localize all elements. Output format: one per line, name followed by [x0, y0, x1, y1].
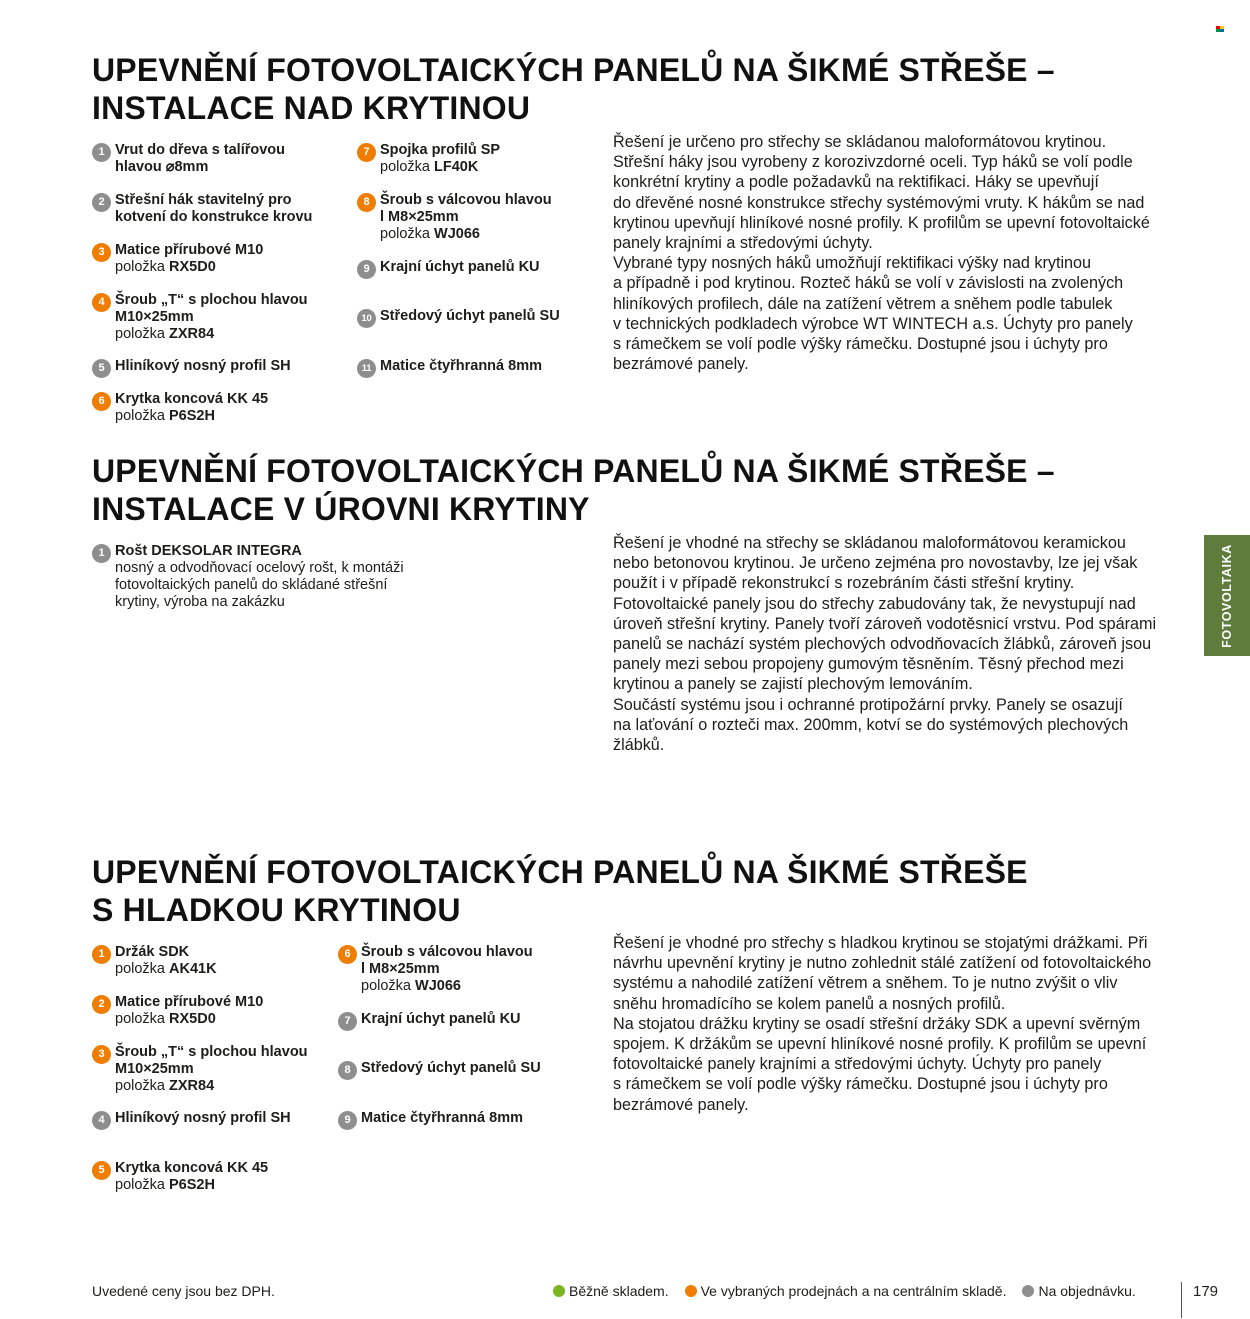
item-name: kotvení do konstrukce krovu: [115, 209, 313, 225]
description-line: Součástí systému jsou i ochranné protipožární prvky. Panely se osazují: [613, 695, 1123, 714]
item-code-prefix: položka: [380, 159, 435, 175]
item-name: Krajní úchyt panelů KU: [380, 259, 540, 275]
item-name: M10×25mm: [115, 1061, 194, 1077]
number-badge: 3: [92, 1045, 111, 1064]
number-badge: 2: [92, 193, 111, 212]
item-name: Matice čtyřhranná 8mm: [361, 1110, 523, 1126]
number-badge: 4: [92, 293, 111, 312]
page-footer: [0, 1283, 1250, 1303]
section-title: [92, 51, 1202, 127]
list-item: [357, 358, 607, 375]
description-line: Fotovoltaické panely jsou do střechy zabudovány tak, že nevystupují nad: [613, 594, 1136, 613]
item-code: RX5D0: [169, 259, 216, 275]
section-description: [613, 933, 1203, 1115]
availability-legend: [553, 1283, 1136, 1299]
section-title: [92, 853, 1202, 929]
description-line: úroveň střešní krytiny. Panely tvoří zároveň vodotěsnicí vrstvu. Pod spárami: [613, 614, 1157, 633]
item-code: ZXR84: [169, 326, 215, 342]
item-code-prefix: položka: [115, 259, 170, 275]
section-in-roofing: [92, 452, 1202, 528]
list-item: [338, 1110, 588, 1127]
description-line: sněhu hromadícího se kolem panelů a nosných profilů.: [613, 994, 1006, 1013]
item-name: Rošt DEKSOLAR INTEGRA: [115, 543, 302, 559]
item-code-prefix: položka: [115, 1078, 170, 1094]
description-line: s rámečkem se volí podle výšky rámečku. Dostupné jsou i úchyty pro: [613, 1075, 1108, 1094]
item-name: Držák SDK: [115, 944, 190, 960]
section-title-line: UPEVNĚNÍ FOTOVOLTAICKÝCH PANELŮ NA ŠIKMÉ STŘEŠE: [92, 854, 1028, 890]
item-code: ZXR84: [169, 1078, 215, 1094]
legend-entry: [685, 1283, 1007, 1299]
item-description: nosný a odvodňovací ocelový rošt, k montáži: [115, 560, 404, 576]
item-code: AK41K: [169, 961, 217, 977]
legend-entry: [553, 1283, 669, 1299]
number-badge: 6: [338, 945, 357, 964]
list-item: [92, 1044, 342, 1095]
number-badge: 8: [357, 193, 376, 212]
item-name: Matice přírubové M10: [115, 242, 264, 258]
description-line: návrhu upevnění krytiny je nutno zohlednit stálé zatížení od fotovoltaického: [613, 954, 1152, 973]
description-line: krytinou a panely se zajistí plechovým lemováním.: [613, 675, 973, 694]
number-badge: 7: [338, 1012, 357, 1031]
description-line: použít i v případě rekonstrukcí s rozebráním části střešní krytiny.: [613, 574, 1075, 593]
number-badge: 1: [92, 544, 111, 563]
description-line: panelů se nachází systém plechových odvodňovacích žlábků, zároveň jsou: [613, 635, 1152, 654]
item-name: Šroub s válcovou hlavou: [380, 192, 552, 208]
item-code: WJ066: [434, 226, 480, 242]
number-badge: 6: [92, 392, 111, 411]
item-name: Krajní úchyt panelů KU: [361, 1011, 521, 1027]
description-line: a případně i pod krytinou. Rozteč háků se volí v závislosti na zvolených: [613, 274, 1124, 293]
number-badge: 3: [92, 243, 111, 262]
item-name: Šroub „T“ s plochou hlavou: [115, 1044, 308, 1060]
legend-label: Běžně skladem.: [569, 1283, 669, 1299]
item-name: Matice čtyřhranná 8mm: [380, 358, 542, 374]
legend-label: Na objednávku.: [1038, 1283, 1136, 1299]
description-line: krytinou upevňují hliníkové nosné profily. K profilům se upevní fotovoltaické: [613, 213, 1150, 232]
description-line: Řešení je vhodné pro střechy s hladkou krytinou se stojatými drážkami. Při: [613, 934, 1148, 952]
description-line: žlábků.: [613, 736, 665, 755]
number-badge: 5: [92, 1161, 111, 1180]
section-title-line: INSTALACE NAD KRYTINOU: [92, 90, 531, 126]
page-number: 179: [1193, 1283, 1219, 1300]
item-code-prefix: položka: [115, 1177, 170, 1193]
list-item: [357, 192, 607, 243]
list-item: [92, 944, 342, 978]
item-code: P6S2H: [169, 408, 215, 424]
number-badge: 2: [92, 995, 111, 1014]
list-item: [357, 142, 607, 176]
logo-square-blue: [1220, 29, 1224, 32]
item-name: Matice přírubové M10: [115, 994, 264, 1010]
description-line: konkrétní krytiny a podle požadavků na rektifikaci. Háky se upevňují: [613, 173, 1099, 192]
item-code-prefix: položka: [115, 1011, 170, 1027]
description-line: spojem. K držákům se upevní hliníkové nosné profily. K profilům se upevní: [613, 1035, 1147, 1054]
item-name: Středový úchyt panelů SU: [380, 308, 560, 324]
item-name: Spojka profilů SP: [380, 142, 501, 158]
description-line: do dřevěné nosné konstrukce střechy systémovými vruty. K hákům se nad: [613, 193, 1145, 212]
section-description: [613, 132, 1203, 374]
item-code-prefix: položka: [115, 326, 170, 342]
item-name: l M8×25mm: [380, 209, 459, 225]
number-badge: 9: [357, 260, 376, 279]
number-badge: 5: [92, 359, 111, 378]
description-line: Řešení je vhodné na střechy se skládanou maloformátovou keramickou: [613, 534, 1126, 552]
description-line: v technických podkladech výrobce WT WINTECH a.s. Úchyty pro panely: [613, 314, 1133, 333]
item-code: RX5D0: [169, 1011, 216, 1027]
legend-entry: [1022, 1283, 1135, 1299]
number-badge: 11: [357, 359, 376, 378]
category-side-tab[interactable]: [1204, 535, 1250, 656]
list-item: [92, 1160, 342, 1194]
item-description: fotovoltaických panelů do skládané střešní: [115, 577, 388, 593]
list-item: [92, 543, 422, 611]
price-note: Uvedené ceny jsou bez DPH.: [92, 1283, 275, 1299]
item-name: hlavou ⌀8mm: [115, 159, 209, 175]
list-item: [338, 1011, 588, 1028]
description-line: Na stojatou drážku krytiny se osadí střešní držáky SDK a upevní svěrným: [613, 1014, 1141, 1033]
section-description: [613, 533, 1203, 755]
section-above-roofing: [92, 51, 1202, 127]
number-badge: 4: [92, 1111, 111, 1130]
list-item: [92, 242, 342, 276]
section-title-line: S HLADKOU KRYTINOU: [92, 892, 461, 928]
list-item: [92, 358, 342, 375]
description-line: Střešní háky jsou vyrobeny z korozivzdorné oceli. Typ háků se volí podle: [613, 153, 1133, 172]
item-name: M10×25mm: [115, 309, 194, 325]
item-code-prefix: položka: [115, 408, 170, 424]
section-title-line: UPEVNĚNÍ FOTOVOLTAICKÝCH PANELŮ NA ŠIKMÉ STŘEŠE –: [92, 453, 1055, 489]
item-name: Hliníkový nosný profil SH: [115, 1110, 291, 1126]
item-code-prefix: položka: [361, 978, 416, 994]
list-item: [92, 192, 352, 226]
section-title: [92, 452, 1202, 528]
legend-label: Ve vybraných prodejnách a na centrálním skladě.: [700, 1283, 1007, 1299]
description-line: bezrámové panely.: [613, 355, 749, 374]
item-code: P6S2H: [169, 1177, 215, 1193]
description-line: Řešení je určeno pro střechy se skládanou maloformátovou krytinou.: [613, 133, 1107, 151]
number-badge: 7: [357, 143, 376, 162]
list-item: [92, 142, 342, 176]
item-description: krytiny, výroba na zakázku: [115, 594, 285, 610]
description-line: panely krajními a středovými úchyty.: [613, 234, 873, 253]
number-badge: 1: [92, 143, 111, 162]
description-line: s rámečkem se volí podle výšky rámečku. Dostupné jsou i úchyty pro: [613, 335, 1108, 354]
number-badge: 8: [338, 1061, 357, 1080]
item-name: Středový úchyt panelů SU: [361, 1060, 541, 1076]
description-line: nebo betonovou krytinou. Je určeno zejména pro novostavby, lze jej však: [613, 554, 1138, 573]
description-line: na laťování o rozteči max. 200mm, kotví se do systémových plechových: [613, 715, 1129, 734]
brand-logo: [1216, 26, 1225, 33]
item-code: LF40K: [434, 159, 479, 175]
item-name: Šroub „T“ s plochou hlavou: [115, 292, 308, 308]
list-item: [338, 1060, 588, 1077]
description-line: hliníkových profilech, dále na zatížení větrem a sněhem podle tabulek: [613, 294, 1113, 313]
item-name: Šroub s válcovou hlavou: [361, 944, 533, 960]
footer-divider: [1181, 1282, 1182, 1318]
item-name: Střešní hák stavitelný pro: [115, 192, 292, 208]
list-item: [357, 308, 607, 325]
section-title-line: UPEVNĚNÍ FOTOVOLTAICKÝCH PANELŮ NA ŠIKMÉ STŘEŠE –: [92, 52, 1055, 88]
item-code: WJ066: [415, 978, 461, 994]
description-line: panely mezi sebou propojeny gumovým těsněním. Těsný přechod mezi: [613, 655, 1124, 674]
list-item: [338, 944, 588, 995]
item-name: Hliníkový nosný profil SH: [115, 358, 291, 374]
item-name: l M8×25mm: [361, 961, 440, 977]
section-smooth-roofing: [92, 853, 1202, 929]
list-item: [92, 994, 342, 1028]
item-name: Vrut do dřeva s talířovou: [115, 142, 286, 158]
green-dot-icon: [553, 1285, 565, 1297]
description-line: bezrámové panely.: [613, 1095, 749, 1114]
list-item: [92, 1110, 342, 1127]
description-line: fotovoltaické panely krajními a středovými úchyty. Úchyty pro panely: [613, 1055, 1102, 1074]
item-name: Krytka koncová KK 45: [115, 1160, 269, 1176]
description-line: Vybrané typy nosných háků umožňují rektifikaci výšky nad krytinou: [613, 254, 1092, 273]
item-code-prefix: položka: [115, 961, 170, 977]
orange-dot-icon: [685, 1285, 697, 1297]
number-badge: 1: [92, 945, 111, 964]
item-code-prefix: položka: [380, 226, 435, 242]
list-item: [92, 292, 342, 343]
number-badge: 10: [357, 309, 376, 328]
list-item: [357, 259, 607, 276]
item-name: Krytka koncová KK 45: [115, 391, 269, 407]
side-tab-label: FOTOVOLTAIKA: [1220, 543, 1234, 648]
grey-dot-icon: [1022, 1285, 1034, 1297]
list-item: [92, 391, 342, 425]
description-line: systému a nahodilé zatížení větrem a sněhem. To je nutno zvýšit o vliv: [613, 974, 1118, 993]
section-title-line: INSTALACE V ÚROVNI KRYTINY: [92, 491, 590, 527]
number-badge: 9: [338, 1111, 357, 1130]
